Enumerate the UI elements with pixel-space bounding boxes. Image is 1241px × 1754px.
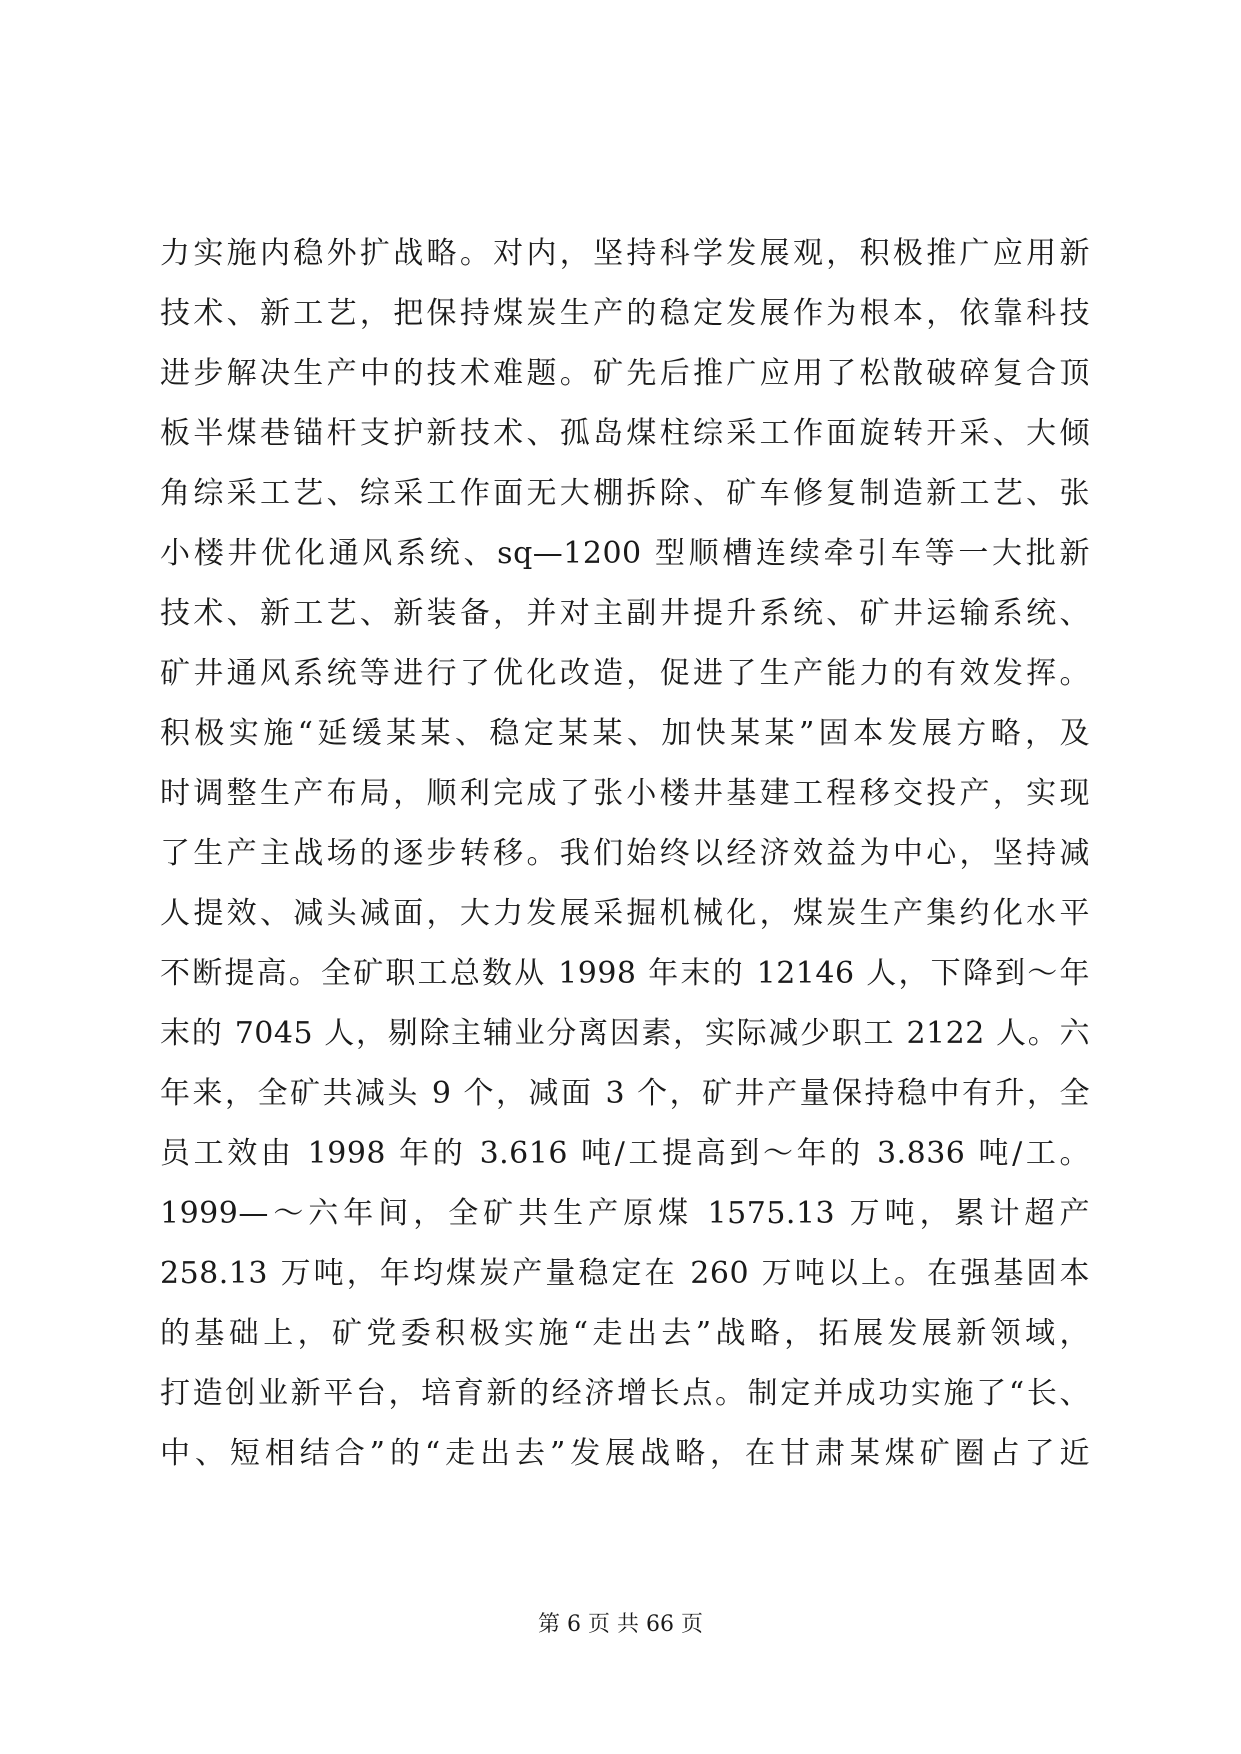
- page-number-footer: 第 6 页 共 66 页: [538, 1612, 703, 1637]
- text-line-16: 员工效由 1998 年的 3.616 吨/工提高到～年的 3.836 吨/工。: [160, 1136, 1090, 1171]
- text-line-4: 板半煤巷锚杆支护新技术、孤岛煤柱综采工作面旋转开采、大倾: [160, 416, 1090, 451]
- text-line-8: 矿井通风系统等进行了优化改造，促进了生产能力的有效发挥。: [160, 656, 1090, 691]
- text-line-19: 的基础上，矿党委积极实施“走出去”战略，拓展发展新领域，: [160, 1316, 1090, 1351]
- text-line-15: 年来，全矿共减头 9 个，减面 3 个，矿井产量保持稳中有升，全: [160, 1076, 1090, 1111]
- text-line-11: 了生产主战场的逐步转移。我们始终以经济效益为中心，坚持减: [160, 836, 1090, 871]
- text-line-5: 角综采工艺、综采工作面无大棚拆除、矿车修复制造新工艺、张: [160, 476, 1090, 511]
- text-line-20: 打造创业新平台，培育新的经济增长点。制定并成功实施了“长、: [160, 1376, 1090, 1411]
- text-line-3: 进步解决生产中的技术难题。矿先后推广应用了松散破碎复合顶: [160, 356, 1090, 391]
- text-line-2: 技术、新工艺，把保持煤炭生产的稳定发展作为根本，依靠科技: [160, 296, 1090, 331]
- text-line-7: 技术、新工艺、新装备，并对主副井提升系统、矿井运输系统、: [160, 596, 1090, 631]
- text-line-1: 力实施内稳外扩战略。对内，坚持科学发展观，积极推广应用新: [160, 236, 1090, 271]
- text-line-21: 中、短相结合”的“走出去”发展战略，在甘肃某煤矿圈占了近: [160, 1436, 1090, 1471]
- text-line-17: 1999—～六年间，全矿共生产原煤 1575.13 万吨，累计超产: [160, 1196, 1090, 1231]
- text-line-14: 末的 7045 人，剔除主辅业分离因素，实际减少职工 2122 人。六: [160, 1016, 1090, 1051]
- text-line-12: 人提效、减头减面，大力发展采掘机械化，煤炭生产集约化水平: [160, 896, 1090, 931]
- body-text: [160, 224, 1090, 1484]
- text-line-13: 不断提高。全矿职工总数从 1998 年末的 12146 人，下降到～年: [160, 956, 1090, 991]
- text-line-10: 时调整生产布局，顺利完成了张小楼井基建工程移交投产，实现: [160, 776, 1090, 811]
- text-line-6: 小楼井优化通风系统、sq—1200 型顺槽连续牵引车等一大批新: [160, 536, 1090, 571]
- text-line-9: 积极实施“延缓某某、稳定某某、加快某某”固本发展方略，及: [160, 716, 1090, 751]
- text-line-18: 258.13 万吨，年均煤炭产量稳定在 260 万吨以上。在强基固本: [160, 1256, 1090, 1291]
